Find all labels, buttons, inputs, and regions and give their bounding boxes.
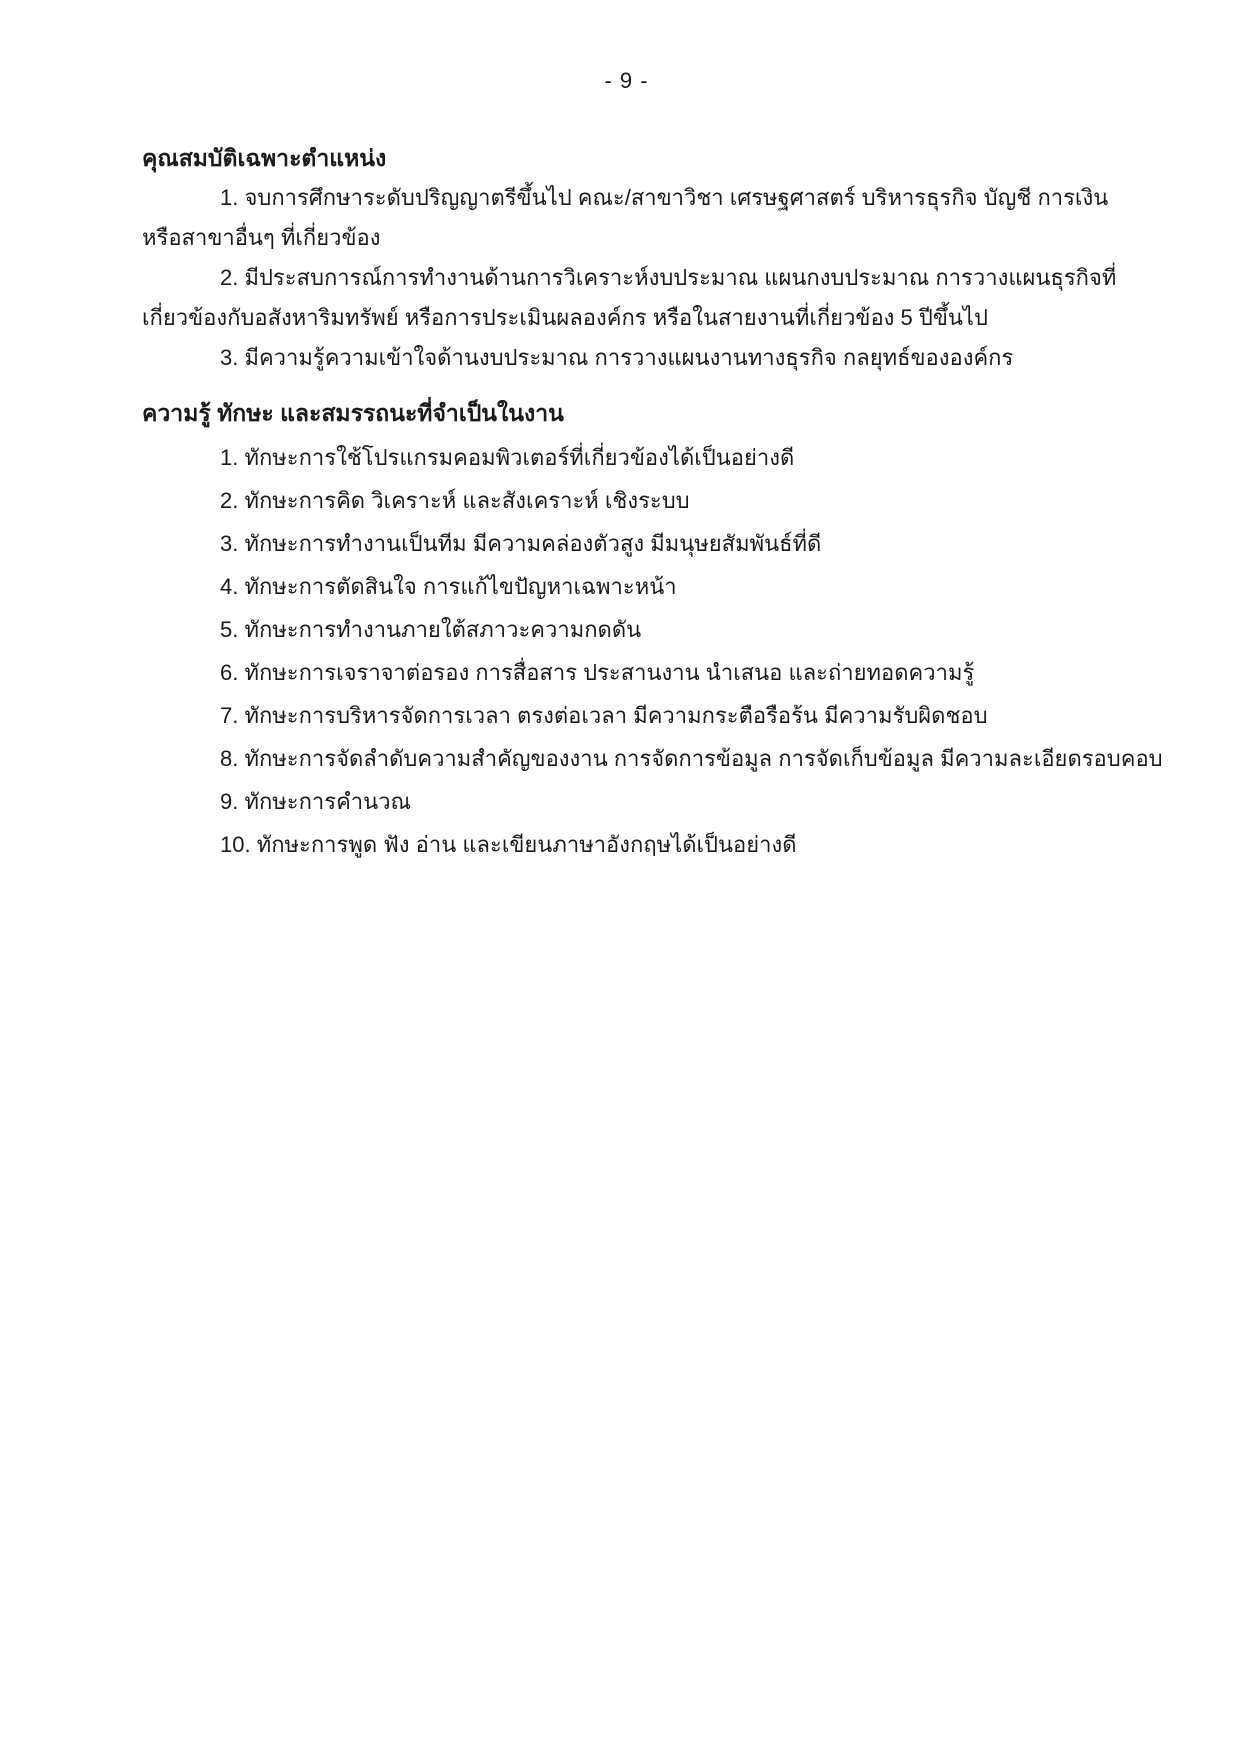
skill-item-4: 4. ทักษะการตัดสินใจ การแก้ไขปัญหาเฉพาะหน้า [220, 574, 677, 599]
qualification-item-1-line-2: หรือสาขาอื่นๆ ที่เกี่ยวข้อง [142, 225, 381, 250]
section-heading-skills: ความรู้ ทักษะ และสมรรถนะที่จำเป็นในงาน [142, 400, 564, 426]
skill-item-7: 7. ทักษะการบริหารจัดการเวลา ตรงต่อเวลา มีความกระตือรือร้น มีความรับผิดชอบ [220, 703, 988, 728]
skill-item-2: 2. ทักษะการคิด วิเคราะห์ และสังเคราะห์ เชิงระบบ [220, 488, 690, 513]
skill-item-1: 1. ทักษะการใช้โปรแกรมคอมพิวเตอร์ที่เกี่ยวข้องได้เป็นอย่างดี [220, 445, 795, 470]
section-knowledge-skills [142, 390, 1163, 866]
qualification-item-1-line-1: 1. จบการศึกษาระดับปริญญาตรีขึ้นไป คณะ/สาขาวิชา เศรษฐศาสตร์ บริหารธุรกิจ บัญชี การเงิน [220, 185, 1109, 210]
section-position-qualifications [142, 138, 1117, 378]
qualification-item-2-line-2: เกี่ยวข้องกับอสังหาริมทรัพย์ หรือการประเมินผลองค์กร หรือในสายงานที่เกี่ยวข้อง 5 ปีขึ้นไป [142, 305, 988, 330]
skill-item-3: 3. ทักษะการทำงานเป็นทีม มีความคล่องตัวสูง มีมนุษยสัมพันธ์ที่ดี [220, 531, 822, 556]
skill-item-8: 8. ทักษะการจัดลำดับความสำคัญของงาน การจัดการข้อมูล การจัดเก็บข้อมูล มีความละเอียดรอบคอบ [220, 746, 1163, 771]
skill-item-6: 6. ทักษะการเจราจาต่อรอง การสื่อสาร ประสานงาน นำเสนอ และถ่ายทอดความรู้ [220, 660, 975, 685]
skill-item-5: 5. ทักษะการทำงานภายใต้สภาวะความกดดัน [220, 617, 642, 642]
qualification-item-3: 3. มีความรู้ความเข้าใจด้านงบประมาณ การวางแผนงานทางธุรกิจ กลยุทธ์ขององค์กร [220, 345, 1014, 370]
qualification-item-2-line-1: 2. มีประสบการณ์การทำงานด้านการวิเคราะห์งบประมาณ แผนกงบประมาณ การวางแผนธุรกิจที่ [220, 265, 1117, 290]
skill-item-10: 10. ทักษะการพูด ฟัง อ่าน และเขียนภาษาอังกฤษได้เป็นอย่างดี [220, 832, 797, 857]
skill-item-9: 9. ทักษะการคำนวณ [220, 789, 411, 814]
page-number: - 9 - [604, 68, 649, 93]
section-heading-qualifications: คุณสมบัติเฉพาะตำแหน่ง [142, 145, 387, 171]
